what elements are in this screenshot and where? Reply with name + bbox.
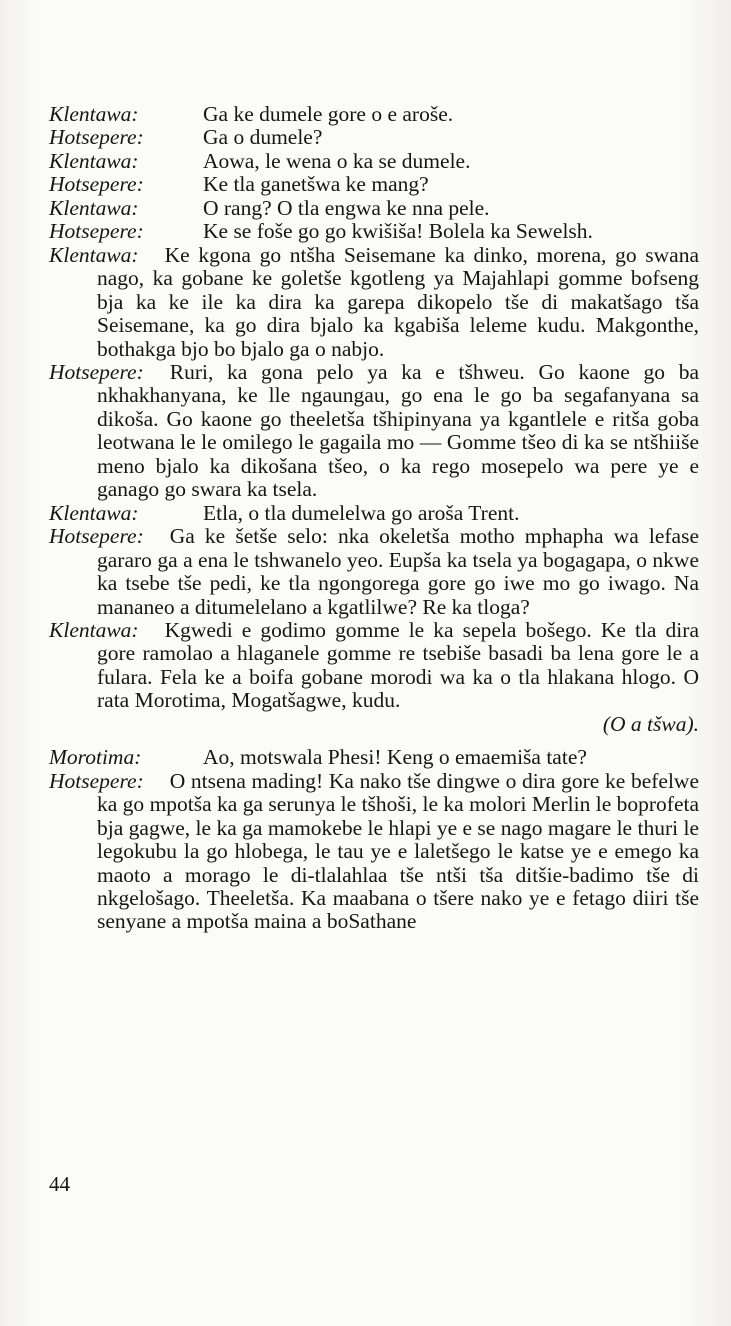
speaker-name: Hotsepere: <box>49 125 144 150</box>
dialogue-line <box>49 502 699 525</box>
dialogue-text <box>49 103 699 934</box>
speaker-name: Morotima: <box>49 745 142 770</box>
stage-direction: (O a tšwa). <box>602 711 699 736</box>
speaker-name: Hotsepere: <box>49 219 144 244</box>
speaker-name: Hotsepere: <box>49 172 144 197</box>
dialogue-line <box>49 746 699 769</box>
dialogue-line <box>49 126 699 149</box>
dialogue-text-line: Etla, o tla dumelelwa go aroša Trent. <box>203 500 520 525</box>
speaker-name: Klentawa: <box>49 148 139 173</box>
dialogue-line <box>49 150 699 173</box>
dialogue-paragraph <box>49 619 699 713</box>
dialogue-line <box>49 220 699 243</box>
dialogue-line <box>49 173 699 196</box>
dialogue-text-line: Aowa, le wena o ka se dumele. <box>203 148 471 173</box>
dialogue-paragraph <box>49 525 699 619</box>
dialogue-text-line: Ga ke dumele gore o e aroše. <box>203 102 454 126</box>
dialogue-paragraph-text: Kgwedi e godimo gomme le ka sepela bošego. Ke tla dira gore ramolao a hlaganele gomme re tsebiše basadi ba lena gore le a fulara. Fela ke a boifa gobane morodi wa ka o tla hlakana hlogo. O rata Morotima, Mogatšagwe, kudu. <box>97 617 699 713</box>
speaker-name: Hotsepere: <box>49 524 144 549</box>
dialogue-paragraph <box>49 361 699 502</box>
speaker-name: Hotsepere: <box>49 768 144 793</box>
dialogue-text-line: O rang? O tla engwa ke nna pele. <box>203 195 490 220</box>
speaker-name: Klentawa: <box>49 102 139 126</box>
page-number: 44 <box>49 1172 70 1196</box>
dialogue-text-line: Ke se foše go go kwišiša! Bolela ka Sewelsh. <box>203 219 593 244</box>
dialogue-paragraph <box>49 244 699 361</box>
dialogue-text-line: Ke tla ganetšwa ke mang? <box>203 172 429 197</box>
dialogue-paragraph <box>49 770 699 934</box>
dialogue-paragraph-text: Ke kgona go ntšha Seisemane ka dinko, morena, go swana nago, ka gobane ke goletše kgotleng ya Majahlapi gomme bofseng bja ka ke ile ka dira ka garepa dikopelo tše di makatšago tša Seisemane, ka go dira bjalo ka kgabiša leleme kudu. Makgonthe, bothakga bjo bo bjalo ga o nabjo. <box>97 242 699 361</box>
speaker-name: Hotsepere: <box>49 359 144 384</box>
speaker-name: Klentawa: <box>49 500 139 525</box>
dialogue-text-line: Ao, motswala Phesi! Keng o emaemiša tate? <box>203 745 587 770</box>
dialogue-text-line: Ga o dumele? <box>203 125 323 150</box>
dialogue-paragraph-text: Ruri, ka gona pelo ya ka e tšhweu. Go kaone go ba nkhakhanyana, ke lle ngaungau, go ena le go ba segafanyana sa dikoša. Go kaone go theeletša tšhipinyana ya kgantlele e ritša goba leotwana le le omilego le gagaila mo — Gomme tšeo di ka se ntšhiiše meno bjalo ka dikošana tšeo, o ka rego mosepelo wa pere ye e ganago go swara ka tsela. <box>97 359 699 502</box>
dialogue-paragraph-text: Ga ke šetše selo: nka okeletša motho mphapha wa lefase gararo ga a ena le tshwanelo yeo. Eupša ka tsela ya bogagapa, o nkwe ka tsebe tše pedi, ke tla ngongorega gore go iwe mo go iwago. Na mananeo a ditumelelano a kgatlilwe? Re ka tloga? <box>97 524 699 619</box>
speaker-name: Klentawa: <box>49 617 139 642</box>
dialogue-paragraph-text: O ntsena mading! Ka nako tše dingwe o dira gore ke befelwe ka go mpotša ka ga serunya le tšhoši, le ka molori Merlin le boprofeta bja gagwe, le ka ga mamokebe le hlapi ye e se nago magare le thuri le legokubu la go hlobega, le tau ye e laletšego le katse ye e emego ka maoto a morago le di-tlalahlaa tše ntši tša ditšie-badimo tše di nkgelošago. Theeletša. Ka maabana o tšere nako ye e fetago diiri tše senyane a mpotša maina a boSathane <box>97 768 699 934</box>
dialogue-line <box>49 197 699 220</box>
speaker-name: Klentawa: <box>49 195 139 220</box>
speaker-name: Klentawa: <box>49 242 139 267</box>
dialogue-line <box>49 103 699 126</box>
